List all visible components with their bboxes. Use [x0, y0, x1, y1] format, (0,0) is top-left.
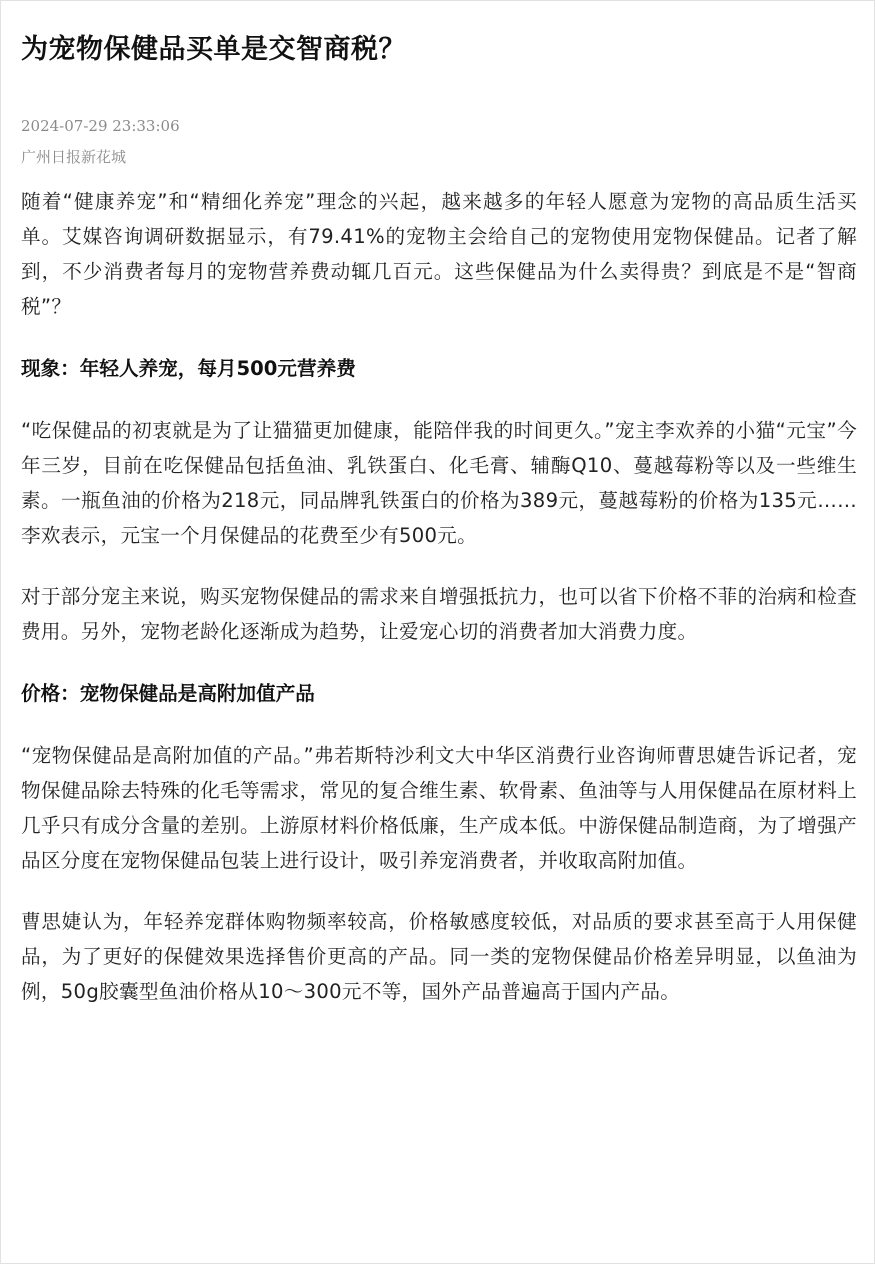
- article-source: 广州日报新花城: [21, 148, 127, 166]
- section-heading-phenomenon: 现象：年轻人养宠，每月500元营养费: [21, 357, 356, 380]
- article-meta: [21, 111, 857, 173]
- article: [21, 30, 857, 1009]
- article-title: 为宠物保健品买单是交智商税？: [21, 34, 406, 65]
- paragraph-analyst-opinion: 曹思婕认为，年轻养宠群体购物频率较高，价格敏感度较低，对品质的要求甚至高于人用保健品，为了更好的保健效果选择售价更高的产品。同一类的宠物保健品价格差异明显，以鱼油为例，50g胶囊型鱼油价格从10～300元不等，国外产品普遍高于国内产品。: [21, 910, 857, 1003]
- paragraph-intro: 随着“健康养宠”和“精细化养宠”理念的兴起，越来越多的年轻人愿意为宠物的高品质生活买单。艾媒咨询调研数据显示，有79.41%的宠物主会给自己的宠物使用宠物保健品。记者了解到，不少消费者每月的宠物营养费动辄几百元。这些保健品为什么卖得贵？到底是不是“智商税”？: [21, 190, 857, 318]
- publish-date: 2024-07-29 23:33:06: [21, 117, 180, 135]
- paragraph-owner-quote: “吃保健品的初衷就是为了让猫猫更加健康，能陪伴我的时间更久。”宠主李欢养的小猫“元宝”今年三岁，目前在吃保健品包括鱼油、乳铁蛋白、化毛膏、辅酶Q10、蔓越莓粉等以及一些维生素。一瓶鱼油的价格为218元，同品牌乳铁蛋白的价格为389元，蔓越莓粉的价格为135元……李欢表示，元宝一个月保健品的花费至少有500元。: [21, 419, 857, 547]
- section-heading-price: 价格：宠物保健品是高附加值产品: [21, 682, 315, 705]
- article-body: [21, 184, 857, 1009]
- paragraph-analyst-quote: “宠物保健品是高附加值的产品。”弗若斯特沙利文大中华区消费行业咨询师曹思婕告诉记者，宠物保健品除去特殊的化毛等需求，常见的复合维生素、软骨素、鱼油等与人用保健品在原材料上几乎只有成分含量的差别。上游原材料价格低廉，生产成本低。中游保健品制造商，为了增强产品区分度在宠物保健品包装上进行设计，吸引养宠消费者，并收取高附加值。: [21, 744, 857, 872]
- paragraph-owner-needs: 对于部分宠主来说，购买宠物保健品的需求来自增强抵抗力，也可以省下价格不菲的治病和检查费用。另外，宠物老龄化逐渐成为趋势，让爱宠心切的消费者加大消费力度。: [21, 585, 857, 643]
